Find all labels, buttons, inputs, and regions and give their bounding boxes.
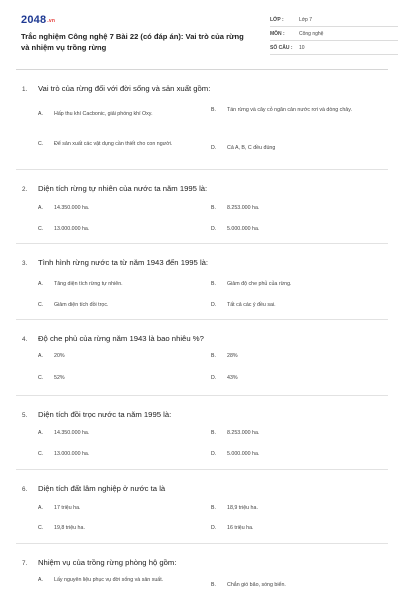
option-text: 5.000.000 ha. [227, 451, 260, 457]
question-text: Vai trò của rừng đối với đời sống và sản xuất gồm: [38, 84, 211, 93]
meta-value: Lớp 7 [299, 17, 313, 23]
option-letter: B. [211, 505, 216, 512]
logo-text: 2048 [21, 14, 47, 26]
meta-value: 10 [299, 45, 305, 51]
option-letter: B. [211, 281, 216, 288]
option-letter: B. [211, 107, 216, 114]
option-letter: D. [211, 145, 217, 152]
question-header [22, 258, 208, 267]
question-header [22, 558, 176, 567]
question-number: 2. [22, 186, 28, 193]
question-header [22, 410, 171, 419]
option-b[interactable] [211, 204, 381, 213]
option-d[interactable] [211, 301, 381, 310]
option-letter: B. [211, 430, 216, 437]
option-letter: A. [38, 281, 43, 288]
option-b[interactable] [211, 504, 381, 513]
option-a[interactable] [38, 352, 208, 361]
option-letter: C. [38, 375, 44, 382]
option-text: 13.000.000 ha. [54, 451, 90, 457]
option-d[interactable] [211, 225, 381, 234]
option-letter: B. [211, 205, 216, 212]
option-text: Tăng diện tích rừng tự nhiên. [54, 281, 123, 287]
option-c[interactable] [38, 374, 208, 383]
option-a[interactable] [38, 204, 208, 213]
option-letter: D. [211, 226, 217, 233]
option-text: Giảm diện tích đồi trọc. [54, 302, 109, 308]
option-b[interactable] [211, 106, 381, 115]
option-text: 13.000.000 ha. [54, 226, 90, 232]
question-7 [16, 544, 388, 600]
option-a[interactable] [38, 280, 208, 289]
option-text: 17 triệu ha. [54, 505, 81, 511]
question-text: Diện tích đất lâm nghiệp ở nước ta là [38, 484, 166, 493]
option-letter: A. [38, 111, 43, 118]
option-letter: C. [38, 451, 44, 458]
option-d[interactable] [211, 144, 381, 153]
option-letter: D. [211, 525, 217, 532]
question-number: 1. [22, 86, 28, 93]
option-text: 8.253.000 ha. [227, 205, 260, 211]
question-header [22, 84, 210, 93]
site-logo[interactable] [21, 14, 55, 26]
question-1 [16, 70, 388, 170]
question-text: Độ che phủ của rừng năm 1943 là bao nhiêu %? [38, 334, 204, 343]
option-text: 43% [227, 375, 238, 381]
option-a[interactable] [38, 576, 208, 585]
option-text: Cả A, B, C đều đúng [227, 145, 276, 151]
document-title: Trắc nghiệm Công nghệ 7 Bài 22 (có đáp án): Vai trò của rừng và nhiệm vụ trồng rừng [21, 32, 244, 52]
option-b[interactable] [211, 280, 381, 289]
option-text: 28% [227, 353, 238, 359]
document-header [16, 0, 388, 70]
question-6 [16, 470, 388, 544]
option-c[interactable] [38, 524, 208, 533]
option-c[interactable] [38, 301, 208, 310]
question-header [22, 184, 207, 193]
option-text: 8.253.000 ha. [227, 430, 260, 436]
option-d[interactable] [211, 524, 381, 533]
option-a[interactable] [38, 504, 208, 513]
option-text: Giảm độ che phủ của rừng. [227, 281, 292, 287]
option-letter: B. [211, 353, 216, 360]
meta-label: LỚP : [270, 17, 284, 23]
meta-row-grade [270, 14, 398, 27]
option-text: 19,8 triệu ha. [54, 525, 85, 531]
question-number: 3. [22, 260, 28, 267]
option-letter: A. [38, 205, 43, 212]
option-text: Hấp thu khí Cacbonic, giải phóng khí Oxy. [54, 111, 153, 117]
question-3 [16, 244, 388, 320]
option-letter: A. [38, 505, 43, 512]
option-letter: C. [38, 302, 44, 309]
option-text: 14.350.000 ha. [54, 205, 90, 211]
meta-value: Công nghệ [299, 31, 324, 37]
question-number: 5. [22, 412, 28, 419]
option-text: Tất cả các ý đều sai. [227, 302, 276, 308]
option-b[interactable] [211, 429, 381, 438]
meta-label: MÔN : [270, 31, 285, 37]
meta-row-count [270, 42, 398, 55]
option-text: 20% [54, 353, 65, 359]
meta-row-subject [270, 28, 398, 41]
logo-suffix: .vn [47, 18, 56, 24]
option-letter: A. [38, 577, 43, 584]
question-5 [16, 396, 388, 470]
option-letter: D. [211, 451, 217, 458]
question-2 [16, 170, 388, 244]
option-text: Lấy nguyên liệu phục vụ đời sống và sản xuất. [54, 577, 164, 583]
option-text: 16 triệu ha. [227, 525, 254, 531]
option-text: 14.350.000 ha. [54, 430, 90, 436]
question-text: Nhiệm vụ của trồng rừng phòng hộ gồm: [38, 558, 177, 567]
option-text: Để sản xuất các vật dụng cần thiết cho con người. [54, 141, 173, 147]
question-text: Diện tích rừng tự nhiên của nước ta năm 1995 là: [38, 184, 208, 193]
option-c[interactable] [38, 225, 208, 234]
option-b[interactable] [211, 352, 381, 361]
option-letter: C. [38, 226, 44, 233]
question-header [22, 334, 204, 343]
option-d[interactable] [211, 374, 381, 383]
question-4 [16, 320, 388, 396]
option-d[interactable] [211, 450, 381, 459]
option-letter: C. [38, 525, 44, 532]
option-letter: B. [211, 582, 216, 589]
option-text: 5.000.000 ha. [227, 226, 260, 232]
option-text: Tán rừng và cây cỏ ngăn cản nước rơi và dòng chảy. [227, 107, 352, 113]
option-letter: D. [211, 302, 217, 309]
option-letter: A. [38, 430, 43, 437]
option-text: Chắn gió bão, sóng biển. [227, 582, 286, 588]
meta-label: SỐ CÂU : [270, 45, 293, 51]
option-letter: D. [211, 375, 217, 382]
question-text: Tình hình rừng nước ta từ năm 1943 đến 1995 là: [38, 258, 209, 267]
option-a[interactable] [38, 110, 208, 119]
option-a[interactable] [38, 429, 208, 438]
question-number: 4. [22, 336, 28, 343]
option-text: 52% [54, 375, 65, 381]
option-b[interactable] [211, 581, 381, 590]
option-c[interactable] [38, 450, 208, 459]
option-c[interactable] [38, 140, 208, 149]
option-letter: C. [38, 141, 44, 148]
option-text: 18,9 triệu ha. [227, 505, 258, 511]
question-header [22, 484, 165, 493]
document-meta [270, 14, 398, 56]
option-letter: A. [38, 353, 43, 360]
question-number: 7. [22, 560, 28, 567]
question-text: Diện tích đồi trọc nước ta năm 1995 là: [38, 410, 172, 419]
question-number: 6. [22, 486, 28, 493]
